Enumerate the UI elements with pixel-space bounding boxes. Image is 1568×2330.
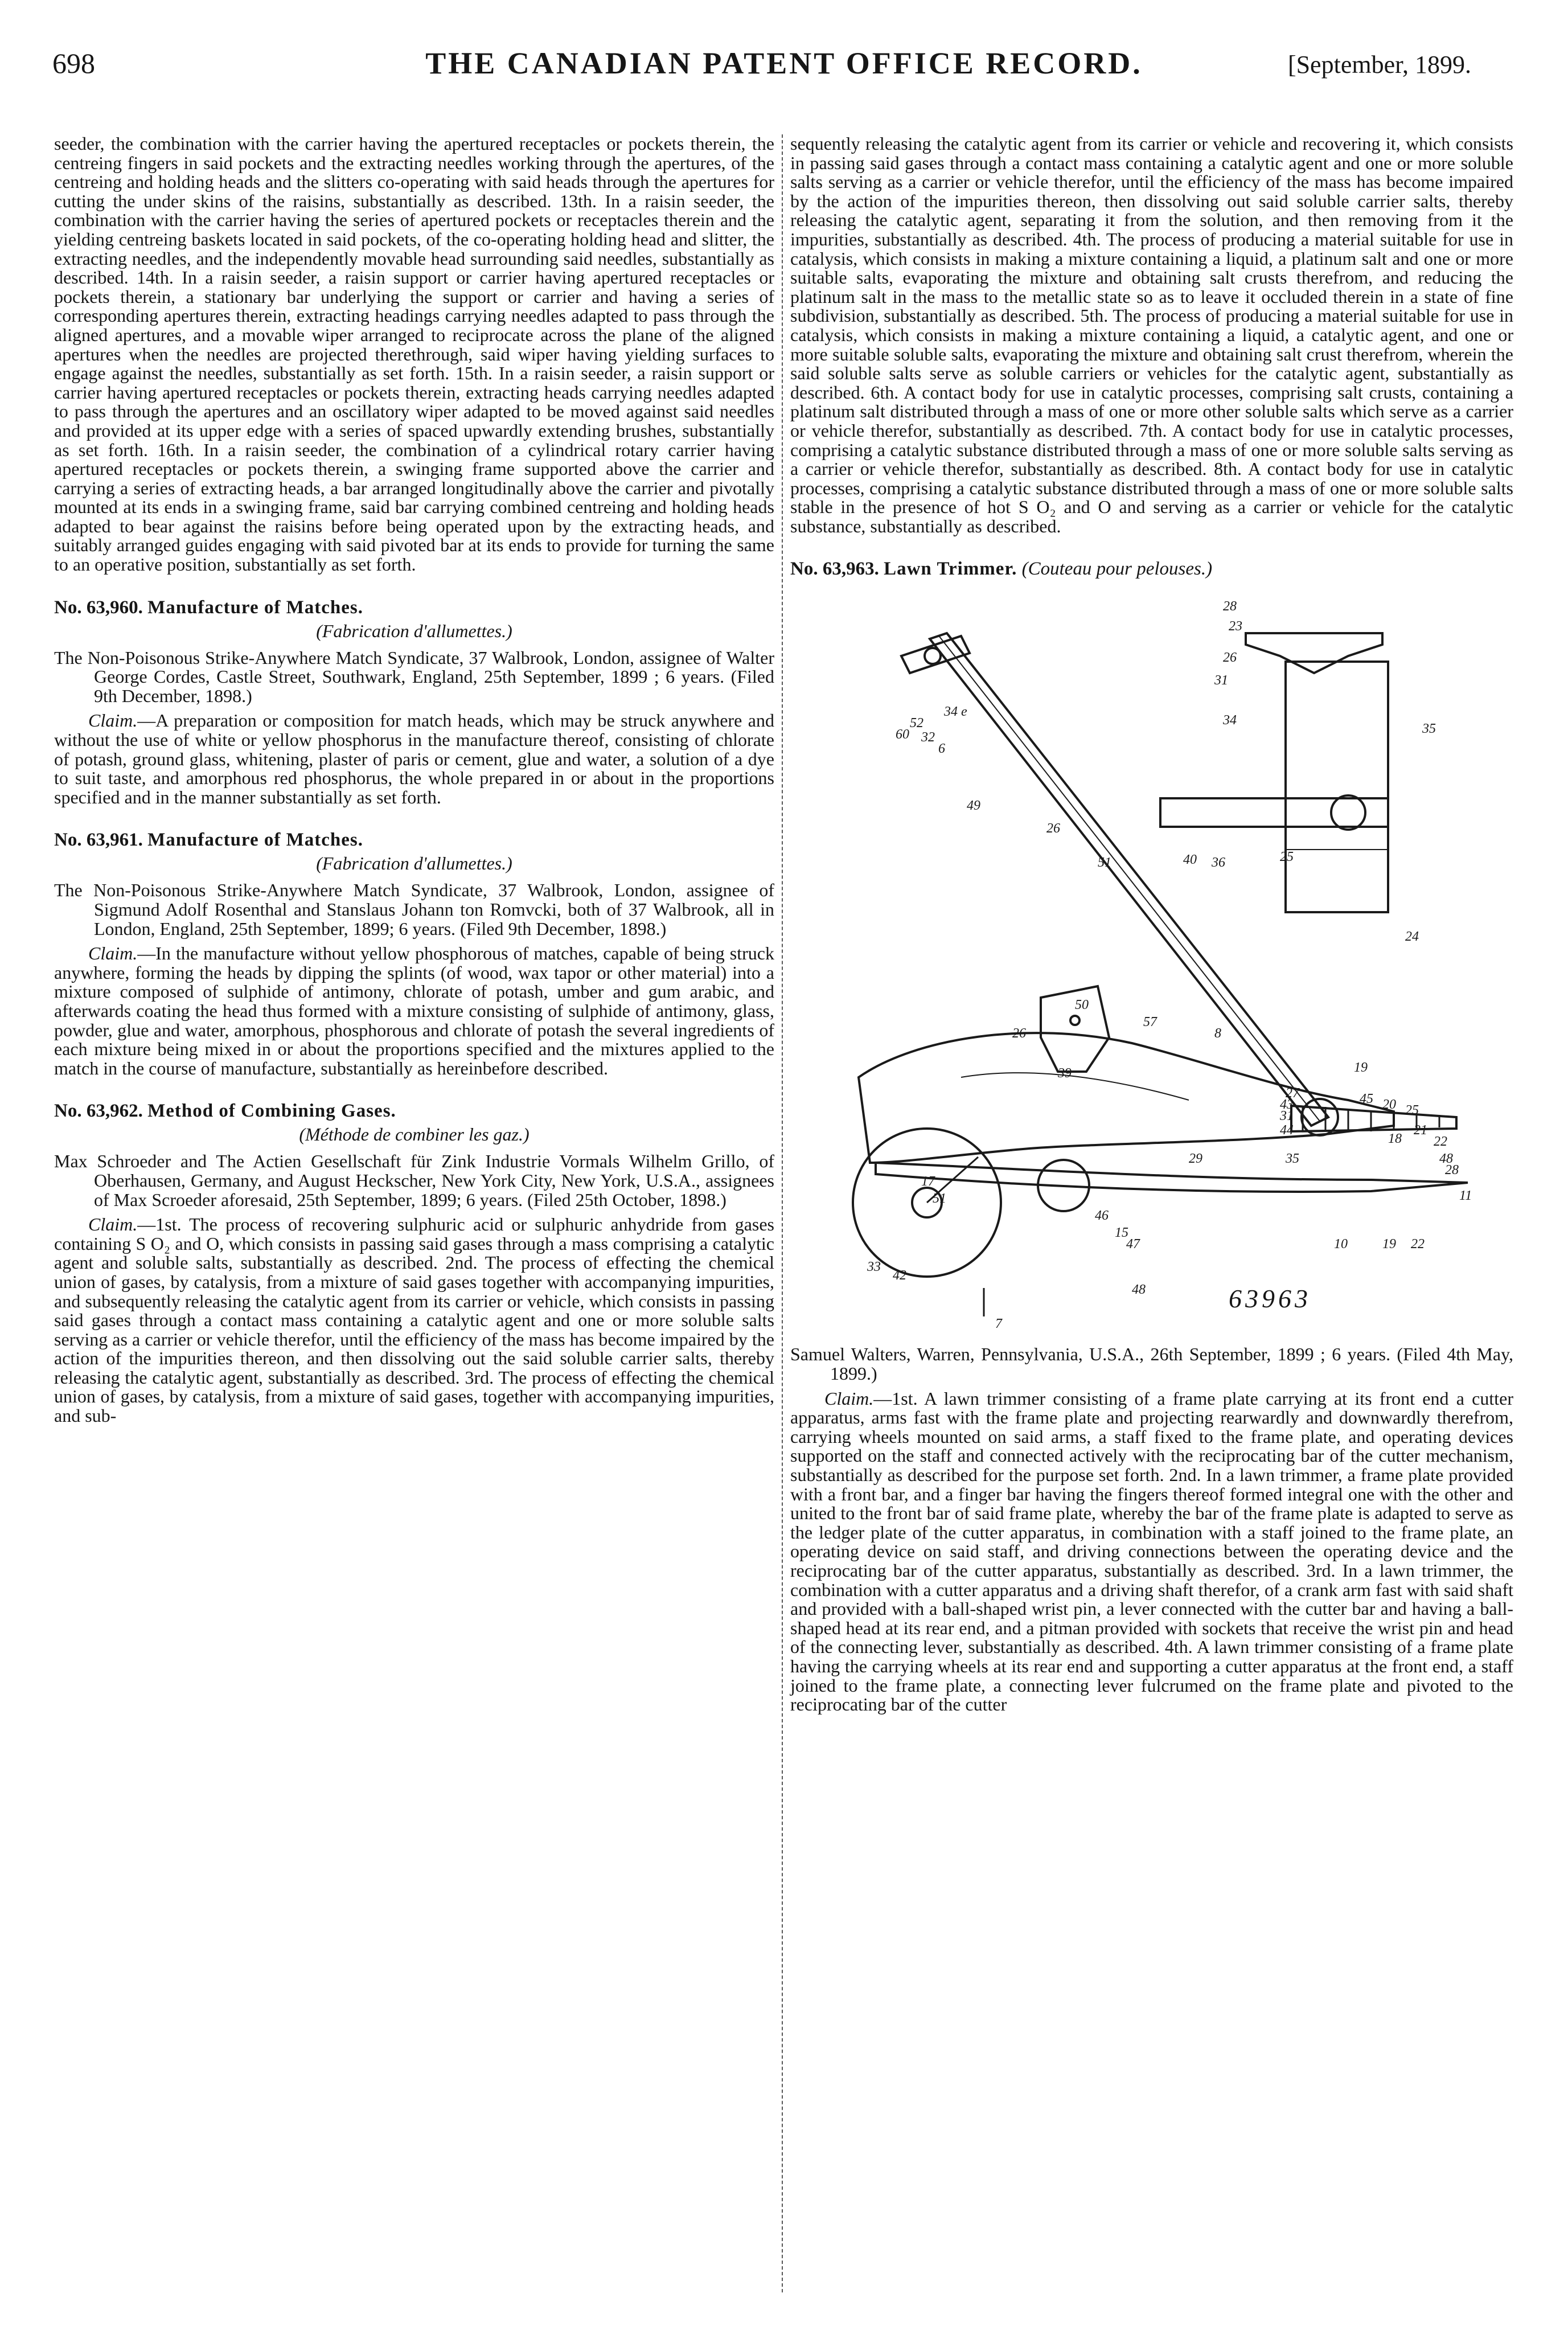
figure-callout-label: 36 [1212,855,1225,871]
patent-title: Manufacture of Matches. [147,597,363,618]
inset-crank-arm [1160,798,1388,827]
figure-callout-label: 31 [1214,673,1228,688]
frame-plate-inner [961,1073,1189,1101]
patent-grantee: The Non-Poisonous Strike-Anywhere Match Syndicate, 37 Walbrook, London, assignee of Sigmund Adolf Rosenthal and Stanslaus Johann ton Romvcki, both of 37 Walbrook, all in London, England, 25th September, 1899; 6 years. (Filed 9th December, 1898.) [54,880,774,939]
figure-callout-label: 34 [1223,713,1237,728]
figure-callout-label: 60 [896,727,909,743]
lawn-trimmer-figure [790,588,1513,1345]
inset-blade [1246,633,1382,673]
figure-callout-label: 24 [1405,929,1419,945]
figure-callout-label: 25 [1405,1103,1419,1118]
figure-callout-label: 32 [921,730,935,745]
rear-arm [876,1163,1468,1192]
patent-title: Lawn Trimmer. [884,559,1017,580]
patent-heading [54,1101,774,1122]
figure-callout-label: 26 [1012,1026,1026,1041]
figure-callout-label: 28 [1223,599,1237,614]
page-header [0,0,1568,85]
grip-pivot [925,648,941,664]
figure-callout-label: 25 [1280,850,1294,865]
patent-entry-63962 [54,1101,774,1425]
claim-text: —1st. The process of recovering sulphuric acid or sulphuric anhydride from gases containing S O₂ and O, which consists in passing said gases through a mass comprising a catalytic agent and soluble salts, substantially as described. 2nd. The process of effecting the chemical union of gases, by catalysis, from a mixture of said gases together with accompanying impurities, and subsequently releasing the catalytic agent from its carrier or vehicle, which consists in passing said gases through a contact mass containing a catalytic agent and one or more soluble salts serving as a carrier or vehicle therefor, until the efficiency of the mass has become impaired by the action of the impurities thereon, and then dissolving out the said soluble carrier salts, thereby releasing the catalytic agent, substantially as described. 3rd. The process of effecting the chemical union of gases, by catalysis, from a mixture of said gases, together with accompanying impurities, and sub- [54,1214,774,1426]
column-divider [782,134,783,2292]
patent-french-title: (Couteau pour pelouses.) [1021,559,1213,580]
figure-callout-label: 22 [1434,1134,1447,1150]
figure-callout-label: 26 [1223,650,1237,666]
figure-callout-label: 46 [1095,1208,1109,1224]
figure-callout-label: 48 [1439,1151,1453,1167]
figure-callout-label: 33 [867,1260,881,1275]
figure-callout-label: 28 [1445,1163,1459,1178]
continued-claims-text: sequently releasing the catalytic agent from its carrier or vehicle and recovering it, which consists in passing said gases through a contact mass containing a catalytic agent and one or more soluble salts serving as a carrier or vehicle therefor, until the efficiency of the mass has become impaired by the action of the impurities thereon, then dissolving out said soluble carrier salts, thereby releasing the catalytic agent, separating it from the solution, and then removing from it the impurities, substantially as described. 4th. The process of producing a material suitable for use in catalysis, which consists in making a mixture containing a liquid, a platinum salt and one or more suitable salts, evaporating the mixture and obtaining salt crusts therefrom, and reducing the platinum salt in the mass to the metallic state so as to leave it occluded therein in a state of fine subdivision, substantially as described. 5th. The process of producing a material suitable for use in catalysis, which consists in making a mixture containing a liquid, a catalytic agent, and one or more suitable soluble salts, evaporating the mixture and obtaining salt crust therefrom, wherein the said soluble salts serve as soluble carriers or vehicles for the catalytic agent, substantially as described. 6th. A contact body for use in catalytic processes, comprising salt crusts, containing a platinum salt distributed through a mass of one or more other soluble salts which serve as a carrier or vehicle therefor, substantially as described. 7th. A contact body for use in catalytic processes, comprising a catalytic substance distributed through a mass of one or more soluble salts serving as a carrier or vehicle therefor, substantially as described. 8th. A contact body for use in catalytic processes, comprising a catalytic substance distributed through a mass of one or more soluble salts stable in the presence of hot S O₂ and O and serving as a carrier or vehicle for the catalytic substance, substantially as described. [790,133,1513,536]
small-plate-hole [1070,1016,1079,1025]
figure-callout-label: 8 [1214,1026,1221,1041]
inset-post [1286,662,1388,912]
figure-callout-label: 45 [1360,1092,1373,1107]
patent-french-title: (Fabrication d'allumettes.) [316,853,512,874]
patent-heading [54,597,774,618]
patent-number: No. 63,960. [54,597,143,618]
figure-callout-label: 26 [1046,821,1060,836]
claim-label: Claim. [88,710,138,731]
patent-claim [790,1389,1513,1714]
figure-callout-label: 7 [995,1316,1002,1332]
figure-callout-label: 15 [1115,1225,1128,1241]
figure-callout-label: 47 [1126,1237,1140,1252]
figure-callout-label: 48 [1132,1282,1146,1298]
continued-claims-text: seeder, the combination with the carrier having the apertured receptacles or pockets therein, the centreing fingers in said pockets and the extracting needles working through the apertures, of the centreing and holding heads and the slitters co-operating with said heads through the apertures for cutting the under skins of the raisins, substantially as described. 13th. In a raisin seeder, the combination with the carrier having the series of apertured pockets or receptacles therein and the yielding centreing baskets located in said pockets, of the co-operating holding head and slitter, the extracting needles, and the independently movable head surrounding said needles, substantially as described. 14th. In a raisin seeder, a raisin support or carrier having apertured receptacles or pockets therein, a stationary bar underlying the support or carrier and having a series of corresponding apertures therein, extracting headings carrying needles adapted to pass through the aligned apertures, and a movable wiper arranged to reciprocate across the plane of the aligned apertures when the needles are projected therethrough, said wiper having yielding surfaces to engage against the needles, substantially as set forth. 15th. In a raisin seeder, a raisin support or carrier having apertured receptacles or pockets therein, extracting heads carrying needles adapted to pass through the apertures and an oscillatory wiper adapted to be moved against said needles and provided at its upper edge with a series of spaced upwardly extending brushes, substantially as set forth. 16th. In a raisin seeder, the combination of a cylindrical rotary carrier having apertured receptacles or pockets therein, a swinging frame supported above the carrier and carrying a series of extracting heads, a bar arranged longitudinally above the carrier and pivotally mounted at its ends in a swinging frame, said bar carrying combined centreing and holding heads adapted to bear against the raisins before being operated upon by the extracting heads, and suitably arranged guides engaging with said pivoted bar at its ends to provide for turning the same to an operative position, substantially as set forth. [54,133,774,575]
figure-callout-label: 6 [938,741,945,757]
figure-callout-label: 34 e [944,704,967,720]
patent-claim [54,944,774,1078]
claim-label: Claim. [824,1388,874,1409]
figure-callout-label: 27 [1286,1086,1299,1101]
figure-callout-label: 50 [1075,998,1089,1013]
patent-heading [790,559,1513,580]
patent-grantee: Samuel Walters, Warren, Pennsylvania, U.S.A., 26th September, 1899 ; 6 years. (Filed 4th May, 1899.) [790,1344,1513,1384]
journal-title: THE CANADIAN PATENT OFFICE RECORD. [425,46,1143,80]
figure-callout-label: 51 [1098,855,1111,871]
figure-callout-label: 21 [1414,1123,1427,1138]
right-column [790,134,1513,1714]
patent-claim [54,711,774,807]
figure-callout-label: 44 [1280,1123,1294,1138]
issue-date: [September, 1899. [1287,51,1471,79]
figure-callout-label: 23 [1229,619,1242,634]
figure-callout-label: 29 [1189,1151,1202,1167]
patent-claim [54,1215,774,1426]
claim-label: Claim. [88,1214,138,1235]
claim-text: —A preparation or composition for match heads, which may be struck anywhere and without the use of white or yellow phosphorus in the manufacture thereof, consisting of chlorate of potash, ground glass, whitening, plaster of paris or cement, glue and water, a solution of a dye to suit taste, and amorphous red phosphorus, the whole prepared in or about in the proportions specified and in the manner substantially as set forth. [54,710,774,807]
figure-callout-label: 57 [1143,1015,1157,1030]
patent-french-title: (Méthode de combiner les gaz.) [299,1124,529,1145]
patent-grantee: The Non-Poisonous Strike-Anywhere Match Syndicate, 37 Walbrook, London, assignee of Walter George Cordes, Castle Street, Southwark, England, 25th September, 1899 ; 6 years. (Filed 9th December, 1898.) [54,647,774,706]
patent-number: No. 63,962. [54,1101,143,1122]
figure-callout-label: 19 [1354,1060,1368,1076]
patent-entry-63960 [54,597,774,807]
figure-callout-label: 49 [967,798,980,814]
claim-text: —1st. A lawn trimmer consisting of a frame plate carrying at its front end a cutter apparatus, arms fast with the frame plate and projecting rearwardly and downwardly therefrom, carrying wheels mounted on said arms, a staff fixed to the frame plate, and operating devices supported on the staff and connected actively with the reciprocating bar of the cutter mechanism, substantially as described for the purpose set forth. 2nd. In a lawn trimmer, a frame plate provided with a front bar, and a finger bar having the fingers thereof formed integral one with the other and united to the front bar of said frame plate, whereby the bar of the frame plate is adapted to serve as the ledger plate of the cutter apparatus, in combination with a staff joined to the frame plate, an operating device on said staff, and driving connections between the operating device and the reciprocating bar of the cutter apparatus, substantially as described. 3rd. In a lawn trimmer, the combination with a cutter apparatus and a driving shaft therefor, of a crank arm fast with said shaft and provided with a ball-shaped wrist pin, a lever connected with the cutter bar and having a ball-shaped head at its rear end, and a pitman provided with sockets that receive the wrist pin and head of the connecting lever, substantially as described. 4th. A lawn trimmer consisting of a frame plate having the carrying wheels at its rear end and supporting a cutter apparatus at the front end, a staff joined to the frame plate, a connecting lever fulcrumed on the frame plate and pivoted to the reciprocating bar of the cutter [790,1388,1513,1715]
figure-callout-label: 31 [1280,1109,1294,1124]
patent-entry-63961 [54,830,774,1078]
figure-callout-label: 11 [1459,1188,1472,1204]
figure-callout-label: 35 [1422,721,1436,737]
patent-number: No. 63,963. [790,559,879,580]
figure-callout-label: 42 [893,1268,906,1283]
claim-label: Claim. [88,943,138,964]
staff-inner-line [939,637,1320,1124]
staff-handle [930,633,1328,1126]
figure-callout-label: 17 [921,1174,935,1189]
figure-callout-label: 20 [1382,1097,1396,1113]
figure-callout-label: 10 [1334,1237,1348,1252]
figure-number: 63963 [1229,1284,1311,1314]
figure-callout-label: 19 [1382,1237,1396,1252]
figure-callout-label: 51 [933,1191,946,1207]
lawn-trimmer-drawing [790,588,1513,1345]
patent-number: No. 63,961. [54,830,143,851]
figure-callout-label: 35 [1286,1151,1299,1167]
figure-callout-label: 40 [1183,852,1197,868]
claim-text: —In the manufacture without yellow phosphorous of matches, capable of being struck anywhere, forming the heads by dipping the splints (of wood, wax tapor or other material) into a mixture composed of sulphide of antimony, chlorate of potash, umber and gum arabic, and afterwards coating the head thus formed with a mixture consisting of sulphide of antimony, glass, powder, glue and water, amorphous, phosphorous and chlorate of potash the several ingredients of each mixture being mixed in or about the proportions specified and the mixtures applied to the match in the course of manufacture, substantially as hereinbefore described. [54,943,774,1078]
patent-french-title: (Fabrication d'allumettes.) [316,620,512,641]
hand-grip [901,636,970,673]
patent-entry-63963 [790,559,1513,1714]
figure-callout-label: 43 [1280,1097,1294,1113]
patent-grantee: Max Schroeder and The Actien Gesellschaft für Zink Industrie Vormals Wilhelm Grillo, of Oberhausen, Germany, and August Heckscher, New York City, New York, U.S.A., assignees of Max Scroeder aforesaid, 25th September, 1899; 6 years. (Filed 25th October, 1898.) [54,1151,774,1210]
page-number: 698 [52,47,95,79]
left-column [54,134,774,1426]
figure-callout-label: 22 [1411,1237,1425,1252]
figure-callout-label: 39 [1058,1066,1072,1081]
figure-callout-label: 52 [910,716,923,731]
inset-ball-head [1331,795,1365,830]
patent-title: Manufacture of Matches. [147,830,363,851]
patent-heading [54,830,774,851]
patent-title: Method of Combining Gases. [147,1101,396,1122]
figure-callout-label: 18 [1388,1131,1402,1147]
